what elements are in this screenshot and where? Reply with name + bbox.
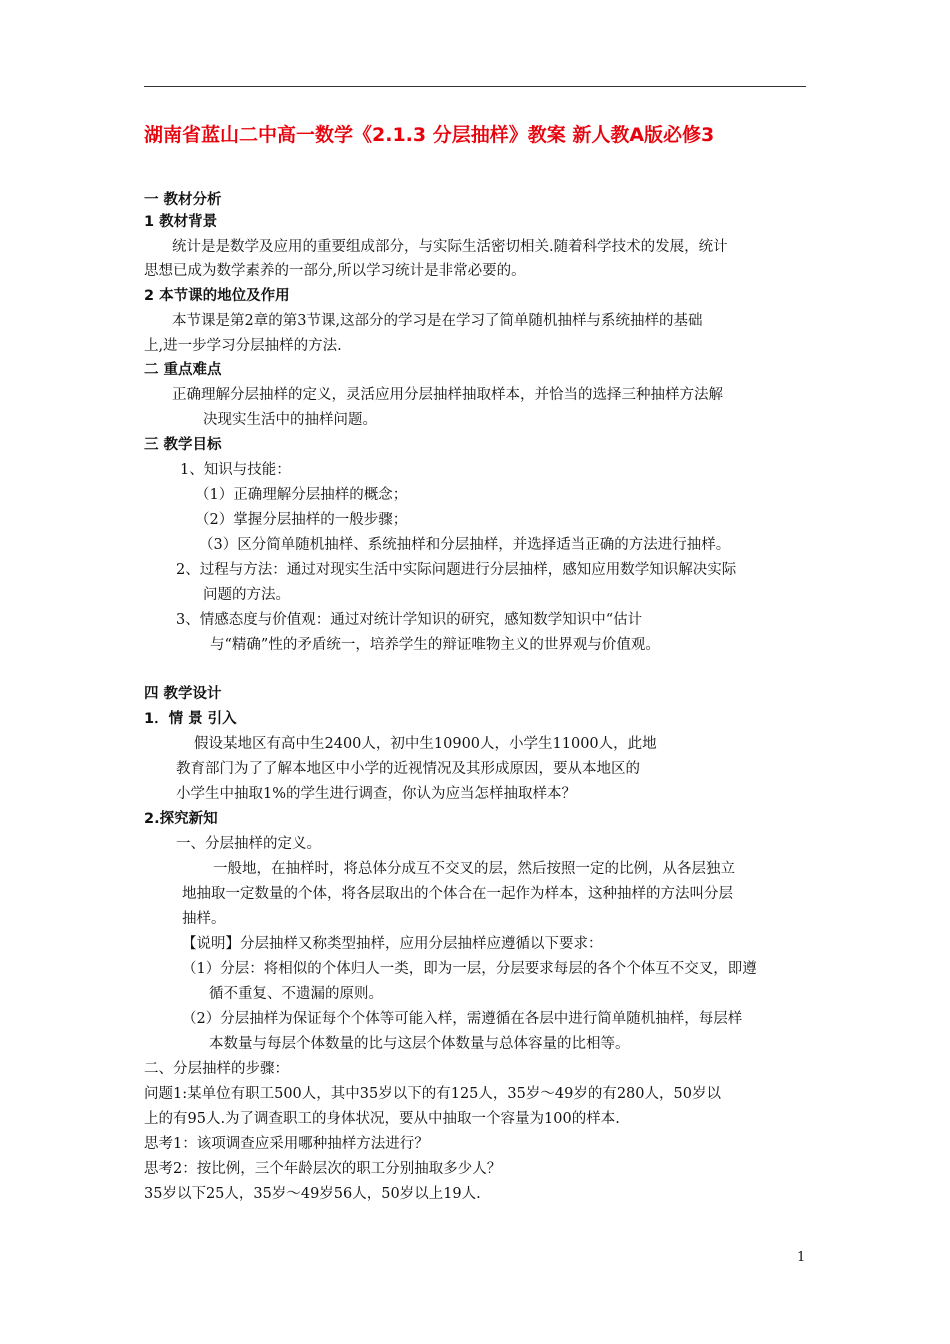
header-rule (144, 86, 806, 87)
paragraph-line: 假设某地区有高中生2400人，初中生10900人，小学生11000人，此地 (194, 736, 657, 752)
section-heading: 二 重点难点 (144, 362, 222, 378)
subsection-heading: 2.探究新知 (144, 811, 218, 827)
page-number: 1 (797, 1250, 806, 1265)
list-item: 1、知识与技能： (180, 462, 291, 478)
question-line: 思考1：该项调查应采用哪种抽样方法进行？ (144, 1136, 429, 1152)
paragraph-line: 正确理解分层抽样的定义，灵活应用分层抽样抽取样本，并恰当的选择三种抽样方法解 (172, 387, 723, 403)
section-heading: 三 教学目标 (144, 437, 222, 453)
paragraph-line: 地抽取一定数量的个体，将各层取出的个体合在一起作为样本，这种抽样的方法叫分层 (182, 886, 733, 902)
paragraph-line: 循不重复、不遗漏的原则。 (209, 986, 383, 1002)
paragraph-line: 决现实生活中的抽样问题。 (203, 412, 377, 428)
subsection-heading: 2 本节课的地位及作用 (144, 288, 290, 304)
document-title: 湖南省蓝山二中高一数学《2.1.3 分层抽样》教案 新人教A版必修3 (144, 124, 715, 146)
paragraph-line: 二、分层抽样的步骤： (144, 1061, 289, 1077)
section-heading: 一 教材分析 (144, 192, 222, 208)
answer-line: 35岁以下25人，35岁～49岁56人，50岁以上19人. (144, 1186, 481, 1202)
paragraph-line: 一、分层抽样的定义。 (176, 836, 321, 852)
paragraph-line: 一般地，在抽样时，将总体分成互不交叉的层，然后按照一定的比例，从各层独立 (213, 861, 735, 877)
paragraph-line: 抽样。 (182, 911, 226, 927)
paragraph-line: 本数量与每层个体数量的比与这层个体数量与总体容量的比相等。 (209, 1036, 630, 1052)
paragraph-line: 上,进一步学习分层抽样的方法. (144, 338, 342, 354)
subsection-heading: 1 教材背景 (144, 214, 218, 230)
list-item: （2）分层抽样为保证每个个体等可能入样，需遵循在各层中进行简单随机抽样，每层样 (182, 1011, 743, 1027)
paragraph-line: 教育部门为了了解本地区中小学的近视情况及其形成原因，要从本地区的 (176, 761, 640, 777)
paragraph-line: 小学生中抽取1%的学生进行调查，你认为应当怎样抽取样本？ (176, 786, 577, 802)
section-heading: 四 教学设计 (144, 686, 222, 702)
paragraph-line: 问题的方法。 (203, 587, 290, 603)
list-item: （3）区分简单随机抽样、系统抽样和分层抽样，并选择适当正确的方法进行抽样。 (199, 537, 731, 553)
paragraph-line: 思想已成为数学素养的一部分,所以学习统计是非常必要的。 (144, 263, 526, 279)
list-item: （1）分层：将相似的个体归人一类，即为一层，分层要求每层的各个个体互不交叉，即遵 (182, 961, 757, 977)
paragraph-line: 与“精确”性的矛盾统一，培养学生的辩证唯物主义的世界观与价值观。 (210, 637, 660, 653)
list-item: （2）掌握分层抽样的一般步骤； (195, 512, 408, 528)
list-item: （1）正确理解分层抽样的概念； (195, 487, 408, 503)
list-item: 2、过程与方法：通过对现实生活中实际问题进行分层抽样，感知应用数学知识解决实际 (176, 562, 737, 578)
question-line: 思考2：按比例，三个年龄层次的职工分别抽取多少人？ (144, 1161, 502, 1177)
note-line: 【说明】分层抽样又称类型抽样，应用分层抽样应遵循以下要求： (182, 936, 603, 952)
list-item: 3、情感态度与价值观：通过对统计学知识的研究，感知数学知识中“估计 (176, 612, 643, 628)
paragraph-line: 本节课是第2章的第3节课,这部分的学习是在学习了简单随机抽样与系统抽样的基础 (172, 313, 703, 329)
paragraph-line: 统计是是数学及应用的重要组成部分，与实际生活密切相关.随着科学技术的发展，统计 (172, 239, 728, 255)
problem-line: 问题1:某单位有职工500人，其中35岁以下的有125人，35岁～49岁的有280人，50岁以 (144, 1086, 721, 1102)
subsection-heading: 1．情 景 引入 (144, 711, 237, 727)
problem-line: 上的有95人.为了调查职工的身体状况，要从中抽取一个容量为100的样本. (144, 1111, 620, 1127)
